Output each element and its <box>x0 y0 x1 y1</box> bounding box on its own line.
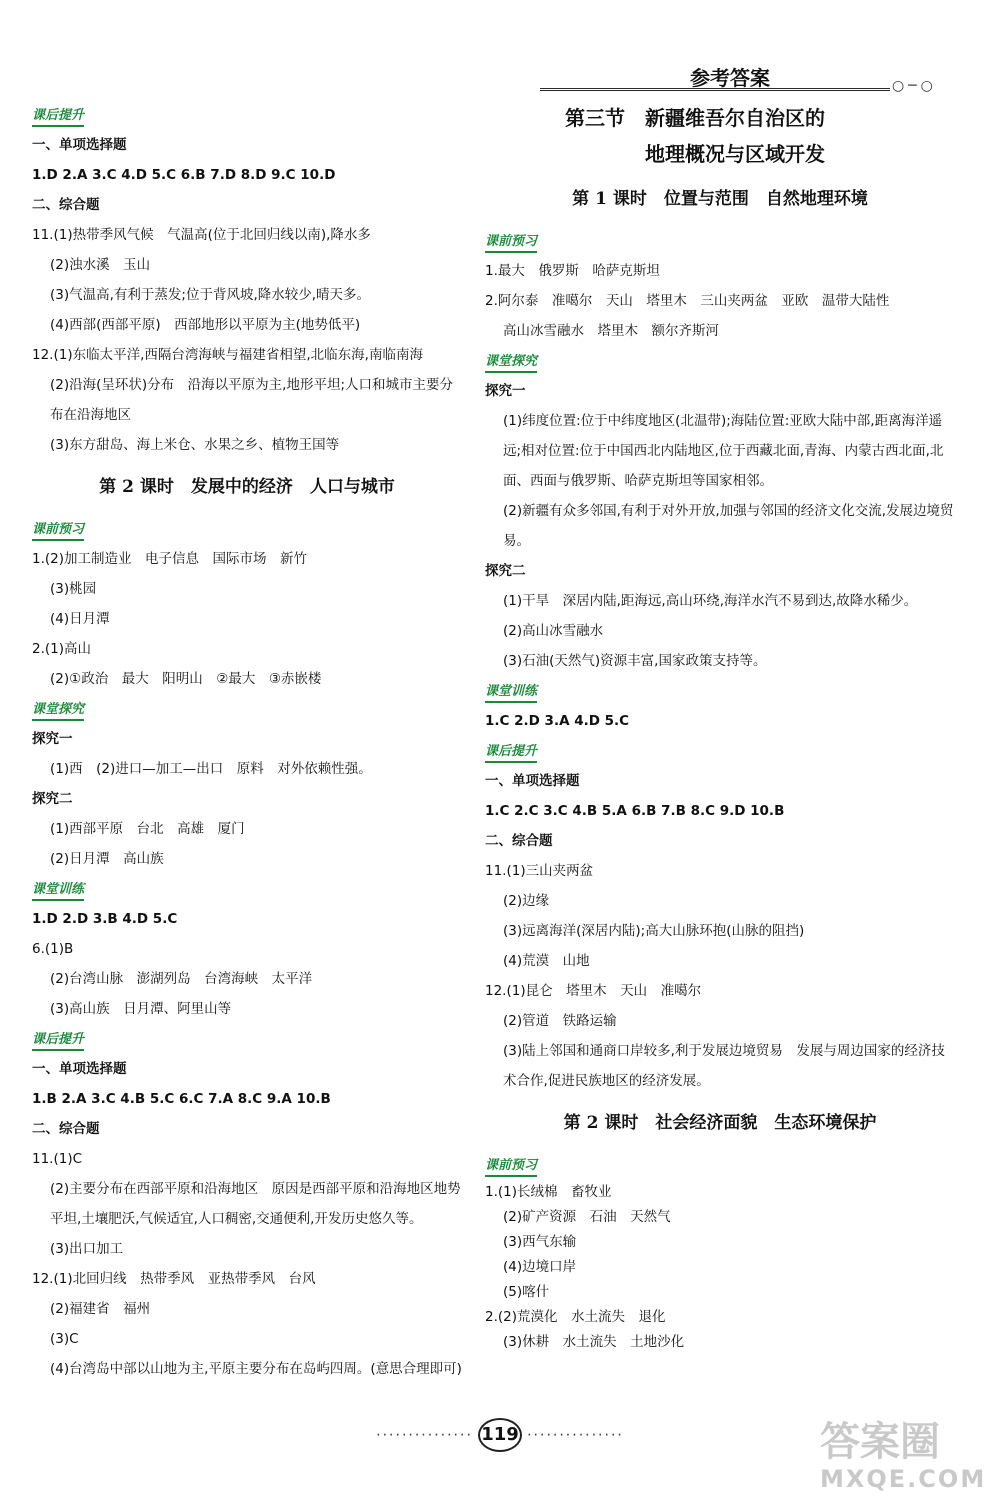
answer-line: 11.(1)三山夹两盆 <box>485 863 594 879</box>
answer-line: (2)管道 铁路运输 <box>503 1013 617 1029</box>
answer-line: (3)休耕 水土流失 土地沙化 <box>503 1334 685 1350</box>
answer-line: (3)高山族 日月潭、阿里山等 <box>50 1001 232 1017</box>
section-tag: 课前预习 <box>32 521 84 541</box>
answer-line: (2)边缘 <box>503 893 550 909</box>
section-tag: 课后提升 <box>32 1031 84 1051</box>
subheading: 探究一 <box>485 383 526 399</box>
answer-line: (3)出口加工 <box>50 1241 124 1257</box>
section-title: 第三节 新疆维吾尔自治区的 <box>565 106 825 130</box>
subheading: 探究二 <box>32 791 73 807</box>
answer-line: (3)桃园 <box>50 581 97 597</box>
subheading: 二、综合题 <box>32 197 100 213</box>
watermark-logo: 答案圈 <box>820 1419 940 1465</box>
answer-line: (4)西部(西部平原) 西部地形以平原为主(地势低平) <box>50 317 361 333</box>
lesson-title: 第 2 课时 社会经济面貌 生态环境保护 <box>563 1113 877 1133</box>
section-tag: 课堂训练 <box>485 683 537 703</box>
answer-line: (3)西气东输 <box>503 1234 577 1250</box>
answer-line: 1.B 2.A 3.C 4.B 5.C 6.C 7.A 8.C 9.A 10.B <box>32 1091 331 1107</box>
section-tag: 课前预习 <box>485 233 537 253</box>
answer-line: 1.C 2.D 3.A 4.D 5.C <box>485 713 630 729</box>
answer-line: (3)陆上邻国和通商口岸较多,利于发展边境贸易 发展与周边国家的经济技术合作,促进民族地区的经济发展。 <box>503 1043 945 1089</box>
answer-line: 12.(1)北回归线 热带季风 亚热带季风 台风 <box>32 1271 316 1287</box>
answer-line: (4)日月潭 <box>50 611 110 627</box>
answer-line: 1.(1)长绒棉 畜牧业 <box>485 1184 612 1200</box>
subheading: 二、综合题 <box>32 1121 100 1137</box>
answer-line: (2)日月潭 高山族 <box>50 851 164 867</box>
answer-line: (2)主要分布在西部平原和沿海地区 原因是西部平原和沿海地区地势平坦,土壤肥沃,气候适宜,人口稠密,交通便利,开发历史悠久等。 <box>50 1181 461 1227</box>
subheading: 二、综合题 <box>485 833 553 849</box>
answer-line: 1.C 2.C 3.C 4.B 5.A 6.B 7.B 8.C 9.D 10.B <box>485 803 785 819</box>
header-ornament: ○─○ <box>892 78 937 94</box>
answer-line: (3)气温高,有利于蒸发;位于背风坡,降水较少,晴天多。 <box>50 287 371 303</box>
answer-line: (1)西 (2)进口—加工—出口 原料 对外依赖性强。 <box>50 761 372 777</box>
answer-line: 1.最大 俄罗斯 哈萨克斯坦 <box>485 263 660 279</box>
watermark-url: MXQE.COM <box>820 1465 987 1493</box>
section-title: 地理概况与区域开发 <box>645 142 825 166</box>
answer-line: (2)台湾山脉 澎湖列岛 台湾海峡 太平洋 <box>50 971 313 987</box>
answer-line: (1)纬度位置:位于中纬度地区(北温带);海陆位置:亚欧大陆中部,距离海洋遥远;相对位置:位于中国西北内陆地区,位于西藏北面,青海、内蒙古西北面,北面、西面与俄罗斯、哈萨克斯坦等国家相邻。 <box>503 413 944 489</box>
answer-line: 12.(1)昆仑 塔里木 天山 准噶尔 <box>485 983 702 999</box>
answer-line: 2.阿尔泰 准噶尔 天山 塔里木 三山夹两盆 亚欧 温带大陆性 <box>485 293 890 309</box>
section-tag: 课前预习 <box>485 1157 537 1177</box>
answer-line: (3)石油(天然气)资源丰富,国家政策支持等。 <box>503 653 767 669</box>
answer-line: (2)①政治 最大 阳明山 ②最大 ③赤嵌楼 <box>50 671 322 687</box>
header-rule <box>540 88 890 91</box>
answer-line: (4)荒漠 山地 <box>503 953 590 969</box>
subheading: 一、单项选择题 <box>32 1061 127 1077</box>
answer-line: (2)矿产资源 石油 天然气 <box>503 1209 671 1225</box>
answer-line: (3)东方甜岛、海上米仓、水果之乡、植物王国等 <box>50 437 340 453</box>
answer-line: (2)沿海(呈环状)分布 沿海以平原为主,地形平坦;人口和城市主要分布在沿海地区 <box>50 377 453 423</box>
section-tag: 课堂探究 <box>485 353 537 373</box>
footer-dots-left: ··············· <box>376 1427 473 1444</box>
answer-line: 1.(2)加工制造业 电子信息 国际市场 新竹 <box>32 551 308 567</box>
answer-line: (5)喀什 <box>503 1284 550 1300</box>
answer-line: (1)西部平原 台北 高雄 厦门 <box>50 821 245 837</box>
right-column <box>485 100 955 1355</box>
section-tag: 课后提升 <box>32 107 84 127</box>
answer-line: (2)浊水溪 玉山 <box>50 257 151 273</box>
section-tag: 课堂探究 <box>32 701 84 721</box>
answer-line: (2)福建省 福州 <box>50 1301 151 1317</box>
answer-line: 1.D 2.D 3.B 4.D 5.C <box>32 911 178 927</box>
answer-line: 2.(2)荒漠化 水土流失 退化 <box>485 1309 666 1325</box>
answer-line: (4)边境口岸 <box>503 1259 577 1275</box>
answer-line: 11.(1)热带季风气候 气温高(位于北回归线以南),降水多 <box>32 227 371 243</box>
answer-line: 高山冰雪融水 塔里木 额尔齐斯河 <box>503 323 719 339</box>
section-tag: 课堂训练 <box>32 881 84 901</box>
subheading: 探究二 <box>485 563 526 579</box>
answer-line: 1.D 2.A 3.C 4.D 5.C 6.B 7.D 8.D 9.C 10.D <box>32 167 336 183</box>
answer-line: 11.(1)C <box>32 1151 83 1167</box>
subheading: 一、单项选择题 <box>485 773 580 789</box>
footer-dots-right: ··············· <box>527 1427 624 1444</box>
section-tag: 课后提升 <box>485 743 537 763</box>
subheading: 探究一 <box>32 731 73 747</box>
answer-line: (2)高山冰雪融水 <box>503 623 604 639</box>
answer-line: (3)C <box>50 1331 79 1347</box>
answer-line: 2.(1)高山 <box>32 641 92 657</box>
left-column <box>32 100 462 1384</box>
subheading: 一、单项选择题 <box>32 137 127 153</box>
answer-line: 6.(1)B <box>32 941 74 957</box>
header-title: 参考答案 <box>690 66 770 90</box>
lesson-title: 第 2 课时 发展中的经济 人口与城市 <box>99 477 395 497</box>
page-header <box>540 56 960 106</box>
page-number: 119 <box>478 1418 522 1452</box>
answer-line: (4)台湾岛中部以山地为主,平原主要分布在岛屿四周。(意思合理即可) <box>50 1361 462 1377</box>
answer-line: (1)干旱 深居内陆,距海远,高山环绕,海洋水汽不易到达,故降水稀少。 <box>503 593 918 609</box>
answer-line: (2)新疆有众多邻国,有利于对外开放,加强与邻国的经济文化交流,发展边境贸易。 <box>503 503 954 549</box>
lesson-title: 第 1 课时 位置与范围 自然地理环境 <box>572 189 868 209</box>
answer-line: 12.(1)东临太平洋,西隔台湾海峡与福建省相望,北临东海,南临南海 <box>32 347 423 363</box>
answer-line: (3)远离海洋(深居内陆);高大山脉环抱(山脉的阻挡) <box>503 923 805 939</box>
